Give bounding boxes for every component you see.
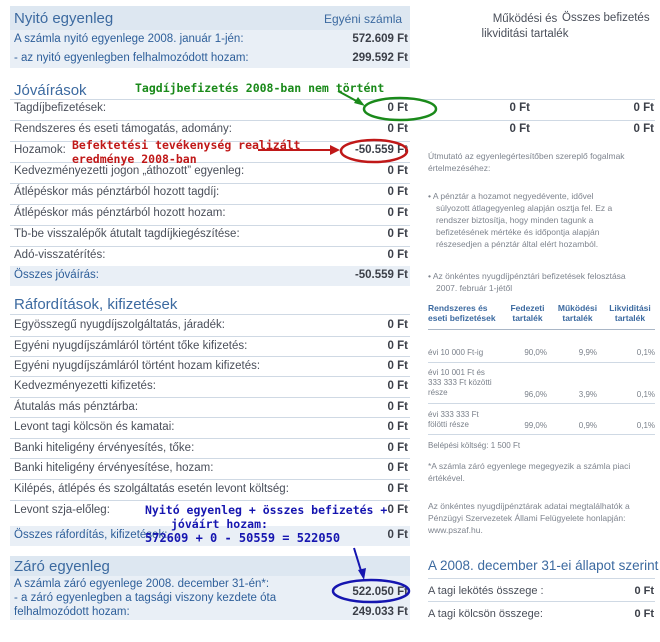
table-row: A számla nyitó egyenlege 2008. január 1-jén: 572.609 Ft bbox=[14, 33, 408, 45]
annotation-blue-1: Nyitó egyenleg + összes befizetés + bbox=[145, 503, 388, 517]
zaro-label-2a: - a záró egyenlegben a tagsági viszony kezdete óta bbox=[14, 592, 277, 604]
row-label: Kilépés, átlépés és szolgáltatás esetén levont költség: bbox=[14, 483, 289, 495]
zaro-label-2b: felhalmozódott hozam: bbox=[14, 606, 130, 618]
guide-intro: Útmutató az egyenlegértesítőben szereplő fogalmak értelmezéséhez: bbox=[428, 151, 625, 173]
red-ellipse bbox=[341, 140, 407, 162]
col-header-mukodesi: Működési és likviditási tartalék bbox=[481, 13, 569, 40]
allapot-label: A tagi kölcsön összege: bbox=[428, 608, 543, 620]
blue-ellipse bbox=[333, 580, 409, 602]
annotation-red-2: eredménye 2008-ban bbox=[72, 152, 197, 166]
table-header: Fedezeti tartalék bbox=[510, 303, 545, 323]
row-value: 0 Ft bbox=[387, 319, 408, 331]
row-label: Átlépéskor más pénztárból hozott tagdíj: bbox=[14, 186, 220, 198]
mukodesi-value: 0 Ft bbox=[509, 102, 530, 114]
osszes-value: 0 Ft bbox=[633, 102, 654, 114]
footnote-2: Az önkéntes nyugdíjpénztárak adatai megtalálhatók a Pénzügyi Szervezetek Állami Felügyelete honlapján: www.pszaf.hu. bbox=[428, 501, 630, 535]
row-label: Hozamok: bbox=[14, 144, 66, 156]
table-header: Likviditási tartalék bbox=[609, 303, 651, 323]
green-arrowhead bbox=[354, 97, 365, 106]
row-label: Egyösszegű nyugdíjszolgáltatás, járadék: bbox=[14, 319, 225, 331]
table-row-label: évi 10 000 Ft-ig bbox=[428, 348, 484, 357]
row-label: Tb-be visszalépők átutalt tagdíjkiegészítése: bbox=[14, 228, 240, 240]
row-label: Adó-visszatérítés: bbox=[14, 249, 106, 261]
row-label: Levont szja-előleg: bbox=[14, 504, 110, 516]
section-title-nyito: Nyitó egyenleg bbox=[14, 10, 114, 27]
total-label: Összes jóváírás: bbox=[14, 269, 99, 281]
table-row-label: évi 10 001 Ft és 333 333 Ft közötti része bbox=[428, 368, 492, 397]
table-header: Működési tartalék bbox=[557, 303, 598, 323]
table-cell: 0,1% bbox=[636, 348, 655, 357]
row-label: Kedvezményezetti kifizetés: bbox=[14, 380, 156, 392]
row-value: -50.559 Ft bbox=[354, 144, 408, 156]
mukodesi-value: 0 Ft bbox=[509, 123, 530, 135]
row-label: Tagdíjbefizetések: bbox=[14, 102, 107, 114]
row-value: 0 Ft bbox=[387, 401, 408, 413]
zaro-value-2: 249.033 Ft bbox=[352, 606, 408, 618]
row-value: 0 Ft bbox=[387, 102, 408, 114]
row-label: Átutalás más pénztárba: bbox=[14, 401, 139, 413]
row-value: 0 Ft bbox=[387, 380, 408, 392]
table-cell: 0,1% bbox=[636, 390, 655, 399]
table-row-label: évi 333 333 Ft fölötti része bbox=[428, 410, 479, 429]
row-value: 0 Ft bbox=[387, 504, 408, 516]
row-value: 0 Ft bbox=[387, 483, 408, 495]
row-label: Banki hiteligény érvényesítése, hozam: bbox=[14, 462, 214, 474]
col-header-osszes: Összes befizetés bbox=[562, 12, 650, 24]
footnote-1: *A számla záró egyenlege megegyezik a számla piaci értékével. bbox=[428, 461, 631, 483]
row-label: Banki hiteligény érvényesítés, tőke: bbox=[14, 442, 195, 454]
row-label: Kedvezményezetti jogon „áthozott” egyenleg: bbox=[14, 165, 245, 177]
table-cell: 99,0% bbox=[524, 421, 547, 430]
allapot-value: 0 Ft bbox=[634, 608, 654, 620]
total-label: Összes ráfordítás, kifizetések: bbox=[14, 529, 168, 541]
row-value: 0 Ft bbox=[387, 123, 408, 135]
annotation-green: Tagdíjbefizetés 2008-ban nem történt bbox=[135, 81, 385, 95]
row-label: Egyéni nyugdíjszámláról történt tőke kifizetés: bbox=[14, 340, 248, 352]
row-value: 0 Ft bbox=[387, 442, 408, 454]
row-value: 0 Ft bbox=[387, 186, 408, 198]
row-value: 0 Ft bbox=[387, 165, 408, 177]
section-title-jovairasok: Jóváírások bbox=[14, 82, 87, 99]
row-value: 0 Ft bbox=[387, 249, 408, 261]
table-header: Rendszeres és eseti befizetések bbox=[428, 303, 496, 323]
annotation-red-1: Befektetési tevékenység realizált bbox=[72, 138, 301, 152]
section-title-raforditasok: Ráfordítások, kifizetések bbox=[14, 296, 178, 313]
green-ellipse bbox=[364, 98, 436, 120]
osszes-value: 0 Ft bbox=[633, 123, 654, 135]
row-label: Egyéni nyugdíjszámláról történt hozam kifizetés: bbox=[14, 360, 261, 372]
table-cell: 96,0% bbox=[524, 390, 547, 399]
row-value: 0 Ft bbox=[387, 207, 408, 219]
row-value: 0 Ft bbox=[387, 228, 408, 240]
row-label: Levont tagi kölcsön és kamatai: bbox=[14, 421, 175, 433]
table-cell: 3,9% bbox=[578, 390, 597, 399]
row-value: 0 Ft bbox=[387, 462, 408, 474]
col-header-egyeni: Egyéni számla bbox=[324, 12, 403, 26]
annotation-blue-3: 572609 + 0 - 50559 = 522050 bbox=[145, 531, 341, 545]
zaro-value-1: 522.050 Ft bbox=[352, 586, 408, 598]
total-value: 0 Ft bbox=[387, 529, 408, 541]
bullet-1: • A pénztár a hozamot negyedévente, idővel súlyozott átlagegyenleg alapján osztja fel. Ez a rendszer biztosítja, hogy minden tagunk a befizetésének mértéke és időpontja alapján részesedjen a pénztár által elért hozamból. bbox=[428, 191, 613, 249]
row-value: 0 Ft bbox=[387, 360, 408, 372]
row-label: Átlépéskor más pénztárból hozott hozam: bbox=[14, 207, 226, 219]
allapot-label: A tagi lekötés összege : bbox=[428, 585, 544, 597]
section-title-zaro: Záró egyenleg bbox=[14, 558, 110, 575]
zaro-label-1: A számla záró egyenlege 2008. december 31-én*: bbox=[14, 578, 270, 590]
row-value: 0 Ft bbox=[387, 340, 408, 352]
allapot-value: 0 Ft bbox=[634, 585, 654, 597]
table-cell: 90,0% bbox=[524, 348, 547, 357]
row-label: Rendszeres és eseti támogatás, adomány: bbox=[14, 123, 232, 135]
table-cell: 9,9% bbox=[578, 348, 597, 357]
belepesi-koltseg: Belépési költség: 1 500 Ft bbox=[428, 441, 521, 450]
blue-arrowhead bbox=[358, 568, 366, 580]
annotation-blue-2: jóváírt hozam: bbox=[171, 517, 268, 531]
total-value: -50.559 Ft bbox=[354, 269, 408, 281]
bullet-2: • Az önkéntes nyugdíjpénztári befizetések felosztása 2007. február 1-jétől bbox=[428, 271, 626, 293]
table-cell: 0,9% bbox=[578, 421, 597, 430]
table-row: - az nyitó egyenlegben felhalmozódott hozam: 299.592 Ft bbox=[14, 52, 408, 64]
row-value: 0 Ft bbox=[387, 421, 408, 433]
allapot-title: A 2008. december 31-ei állapot szerint bbox=[428, 558, 659, 573]
table-cell: 0,1% bbox=[636, 421, 655, 430]
red-arrowhead bbox=[330, 145, 340, 155]
